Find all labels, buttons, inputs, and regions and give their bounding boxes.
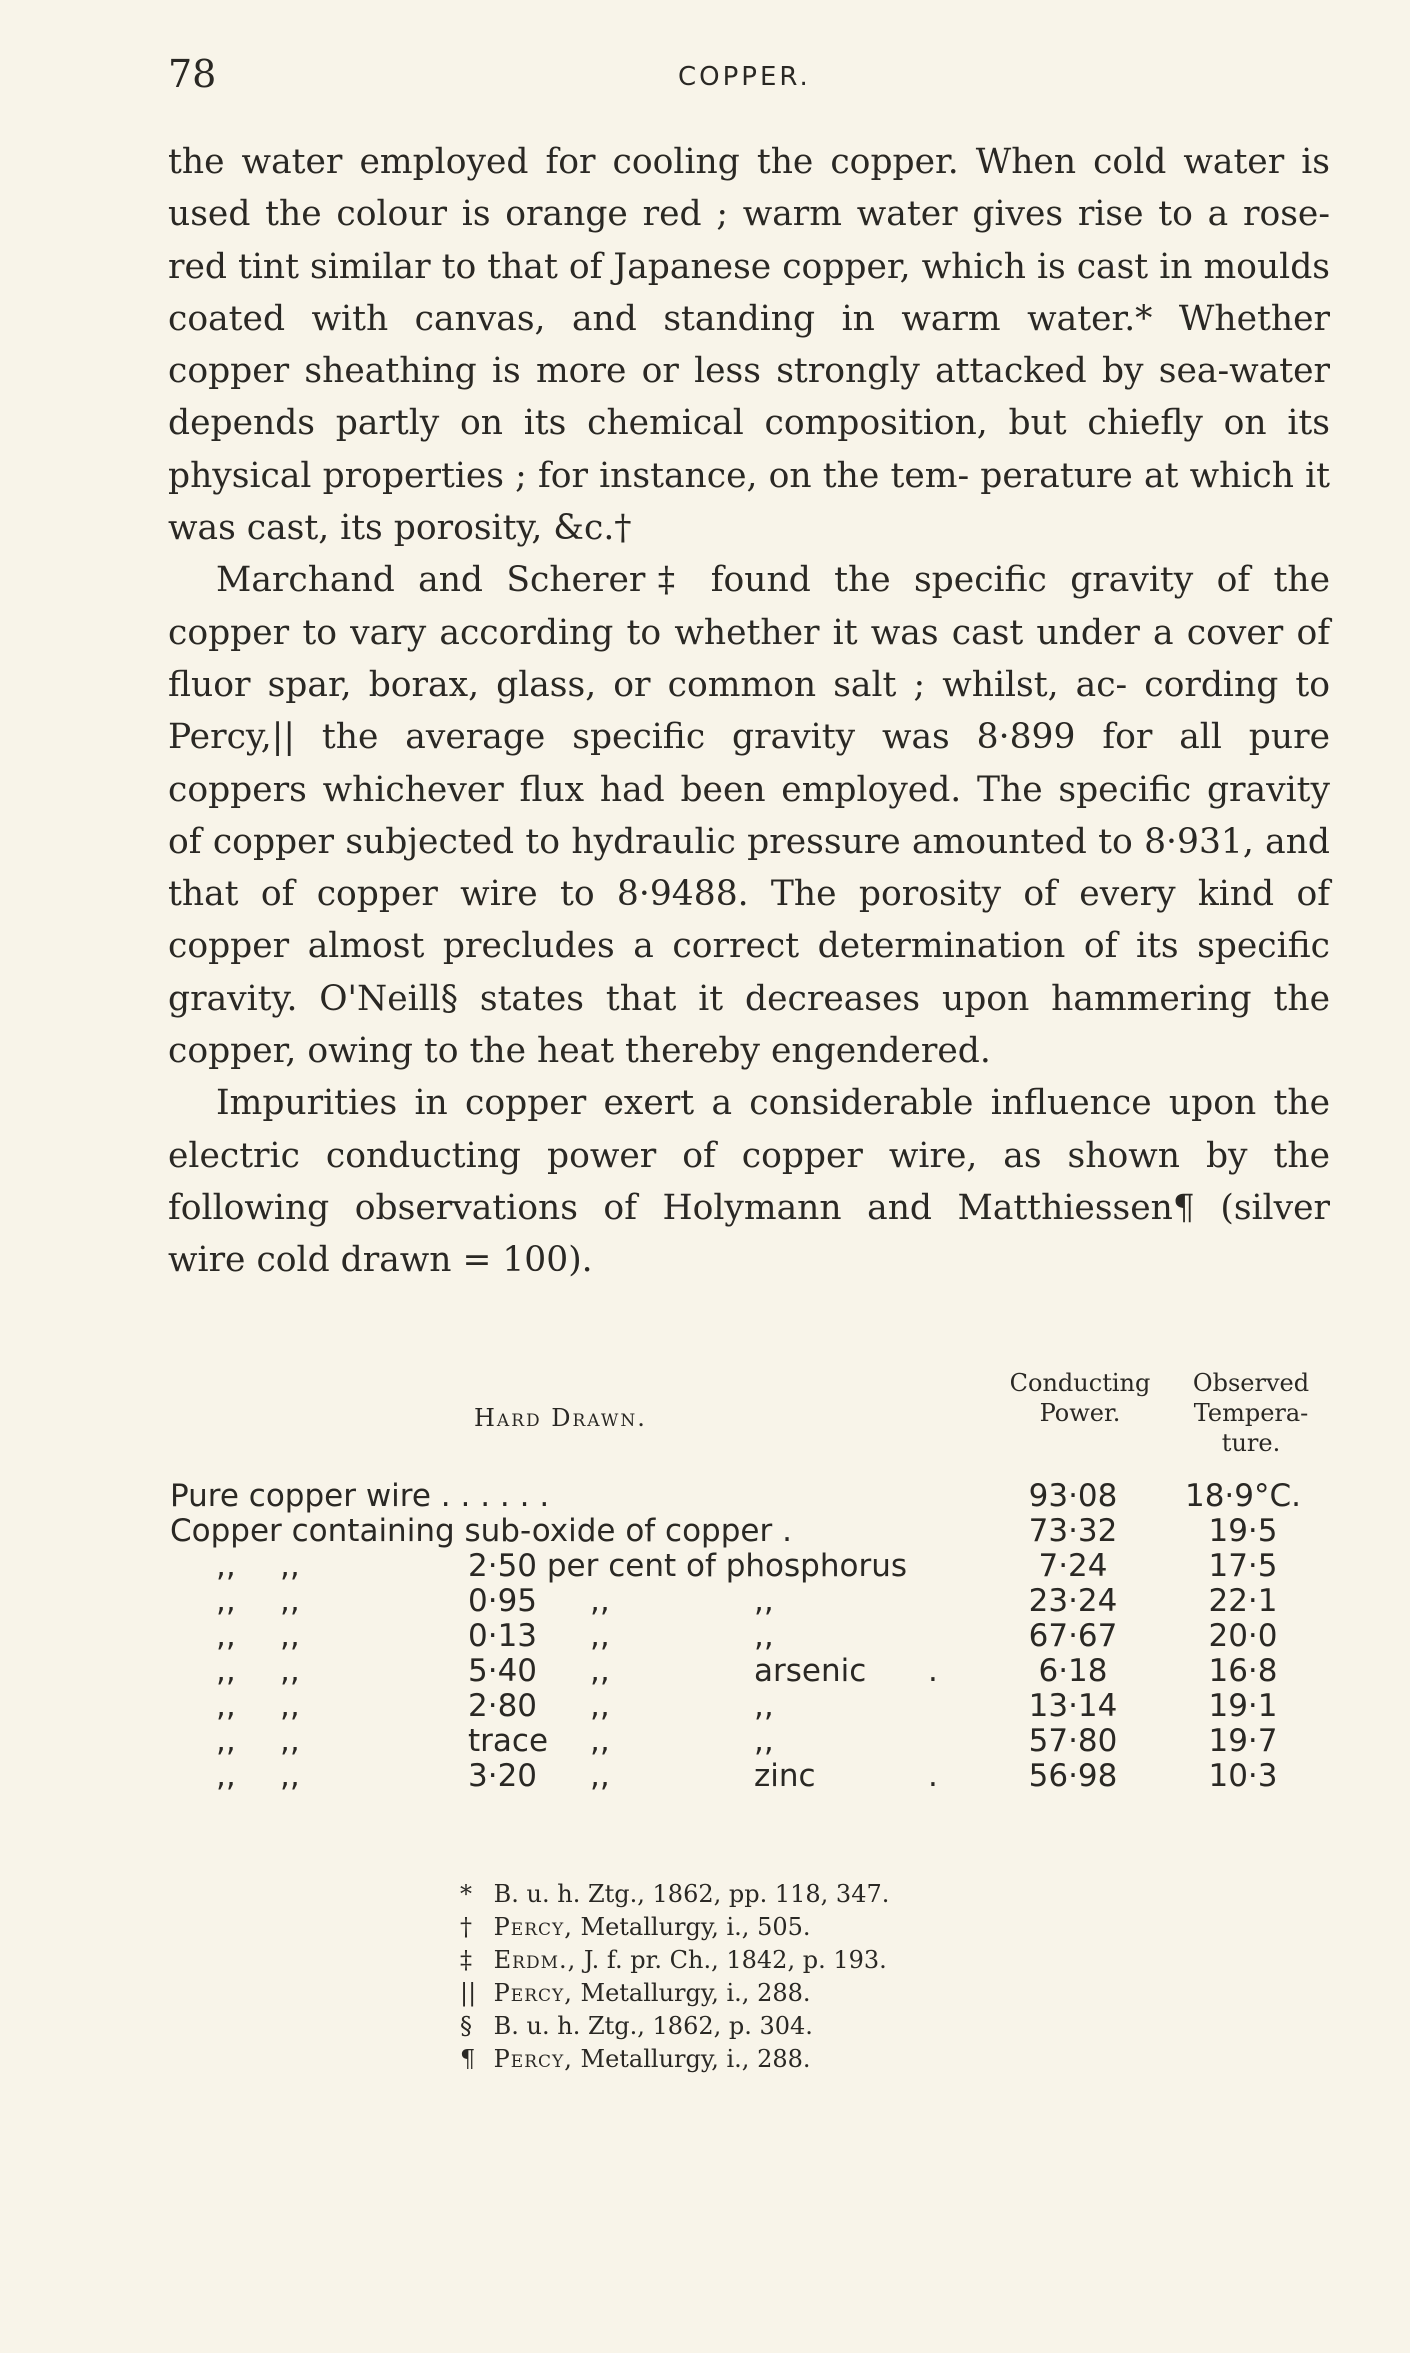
leader-dot: . — [928, 1653, 938, 1689]
footnote-text: Metallurgy, i., 288. — [580, 1979, 811, 2007]
ditto-mark: ,, — [216, 1548, 236, 1584]
paragraph: the water employed for cooling the copper. When cold water is used the colour is orange red ; warm water gives rise to a rose-red tint similar to that of Japanese copper, which is cast in moulds coated with canvas, and standing in warm water.* Whether copper sheathing is more or less strongly attacked by sea-water depends partly on its chemical composition, but chiefly on its physical properties ; for instance, on the tem- perature at which it was cast, its porosity, &c.† — [168, 142, 1330, 549]
ditto-mark: ,, — [590, 1758, 610, 1794]
row-description: Copper containing sub-oxide of copper . — [170, 1513, 792, 1549]
running-title: COPPER. — [678, 62, 811, 92]
table-row — [168, 1583, 1330, 1618]
footnote-mark: ‡ — [460, 1946, 472, 1974]
row-percentage: 2·80 — [468, 1688, 538, 1724]
ditto-mark: ,, — [590, 1723, 610, 1759]
table-row — [168, 1758, 1330, 1793]
footnote-mark: ¶ — [460, 2045, 476, 2073]
ditto-mark: ,, — [590, 1688, 610, 1724]
footnote-mark: § — [460, 2012, 472, 2040]
footnote-author: Percy, — [493, 1913, 573, 1941]
footnote-text: B. u. h. Ztg., 1862, pp. 118, 347. — [493, 1880, 890, 1908]
conducting-power-value: 73·32 — [1028, 1513, 1118, 1549]
temperature-value: 19·7 — [1208, 1723, 1278, 1759]
conducting-power-value: 6·18 — [1038, 1653, 1108, 1689]
conducting-power-value: 93·08 — [1028, 1478, 1118, 1514]
row-percentage: trace — [468, 1723, 549, 1759]
ditto-mark: ,, — [216, 1723, 236, 1759]
row-percentage: 0·95 — [468, 1583, 538, 1619]
temperature-value: 10·3 — [1208, 1758, 1278, 1794]
footnote — [460, 1880, 1160, 1913]
temperature-value: 17·5 — [1208, 1548, 1278, 1584]
row-percentage: 2·50 per cent of phosphorus — [468, 1548, 908, 1584]
paragraph: Impurities in copper exert a considerable influence upon the electric conducting power of copper wire, as shown by the following observations of Holymann and Matthiessen¶ (silver wire cold drawn = 100). — [168, 1083, 1330, 1281]
page-number: 78 — [168, 52, 217, 96]
conducting-power-value: 56·98 — [1028, 1758, 1118, 1794]
page-header — [168, 52, 1328, 112]
footnote-text: B. u. h. Ztg., 1862, p. 304. — [493, 2012, 813, 2040]
ditto-mark: ,, — [216, 1758, 236, 1794]
footnote-author: Erdm., — [493, 1946, 577, 1974]
footnote — [460, 1913, 1160, 1946]
footnote-text: J. f. pr. Ch., 1842, p. 193. — [583, 1946, 887, 1974]
body-text — [168, 136, 1330, 1287]
row-description: Pure copper wire . . . . . . — [170, 1478, 550, 1514]
table-row — [168, 1478, 1330, 1513]
ditto-mark: ,, — [590, 1618, 610, 1654]
temperature-value: 18·9°C. — [1184, 1478, 1302, 1514]
conductivity-table — [168, 1478, 1330, 1793]
ditto-mark: ,, — [590, 1653, 610, 1689]
row-substance: ,, — [754, 1583, 774, 1619]
ditto-mark: ,, — [216, 1583, 236, 1619]
row-percentage: 5·40 — [468, 1653, 538, 1689]
footnotes — [460, 1880, 1160, 2078]
ditto-mark: ,, — [280, 1548, 300, 1584]
footnote-author: Percy, — [493, 2045, 573, 2073]
row-percentage: 0·13 — [468, 1618, 538, 1654]
row-substance: ,, — [754, 1618, 774, 1654]
temperature-value: 20·0 — [1208, 1618, 1278, 1654]
table-row — [168, 1653, 1330, 1688]
table-header — [168, 1368, 1330, 1468]
conducting-power-value: 57·80 — [1028, 1723, 1118, 1759]
table-row — [168, 1513, 1330, 1548]
leader-dot: . — [928, 1758, 938, 1794]
footnote — [460, 1946, 1160, 1979]
footnote — [460, 2045, 1160, 2078]
footnote — [460, 1979, 1160, 2012]
temperature-value: 16·8 — [1208, 1653, 1278, 1689]
ditto-mark: ,, — [216, 1618, 236, 1654]
table-row — [168, 1618, 1330, 1653]
ditto-mark: ,, — [280, 1653, 300, 1689]
row-substance: ,, — [754, 1688, 774, 1724]
ditto-mark: ,, — [216, 1688, 236, 1724]
ditto-mark: ,, — [280, 1618, 300, 1654]
row-substance: zinc — [754, 1758, 816, 1794]
row-percentage: 3·20 — [468, 1758, 538, 1794]
footnote — [460, 2012, 1160, 2045]
column-heading-hard-drawn: Hard Drawn. — [474, 1404, 647, 1432]
ditto-mark: ,, — [280, 1688, 300, 1724]
column-heading-temperature: Observed Tempera- ture. — [1192, 1369, 1310, 1457]
conducting-power-value: 13·14 — [1028, 1688, 1118, 1724]
footnote-text: Metallurgy, i., 288. — [580, 2045, 811, 2073]
paragraph: Marchand and Scherer‡ found the specific gravity of the copper to vary according to whether it was cast under a cover of fluor spar, borax, glass, or common salt ; whilst, ac- cording to Percy,|| the average specific gravity was 8·899 for all pure coppers whichever flux had been employed. The specific gravity of copper subjected to hydraulic pressure amounted to 8·931, and that of copper wire to 8·9488. The porosity of every kind of copper almost precludes a correct determination of its specific gravity. O'Neill§ states that it decreases upon hammering the copper, owing to the heat thereby engendered. — [168, 560, 1330, 1072]
footnote-text: Metallurgy, i., 505. — [580, 1913, 811, 1941]
table-row — [168, 1688, 1330, 1723]
table-row — [168, 1548, 1330, 1583]
conducting-power-value: 7·24 — [1038, 1548, 1108, 1584]
conducting-power-value: 67·67 — [1028, 1618, 1118, 1654]
ditto-mark: ,, — [590, 1583, 610, 1619]
temperature-value: 22·1 — [1208, 1583, 1278, 1619]
ditto-mark: ,, — [280, 1758, 300, 1794]
ditto-mark: ,, — [280, 1723, 300, 1759]
row-substance: arsenic — [754, 1653, 867, 1689]
table-row — [168, 1723, 1330, 1758]
footnote-author: Percy, — [493, 1979, 573, 2007]
footnote-mark: † — [460, 1913, 472, 1941]
footnote-mark: * — [460, 1880, 472, 1908]
row-substance: ,, — [754, 1723, 774, 1759]
ditto-mark: ,, — [280, 1583, 300, 1619]
conducting-power-value: 23·24 — [1028, 1583, 1118, 1619]
temperature-value: 19·5 — [1208, 1513, 1278, 1549]
column-heading-conducting-power: Conducting Power. — [1009, 1369, 1151, 1427]
temperature-value: 19·1 — [1208, 1688, 1278, 1724]
ditto-mark: ,, — [216, 1653, 236, 1689]
footnote-mark: || — [460, 1979, 477, 2007]
